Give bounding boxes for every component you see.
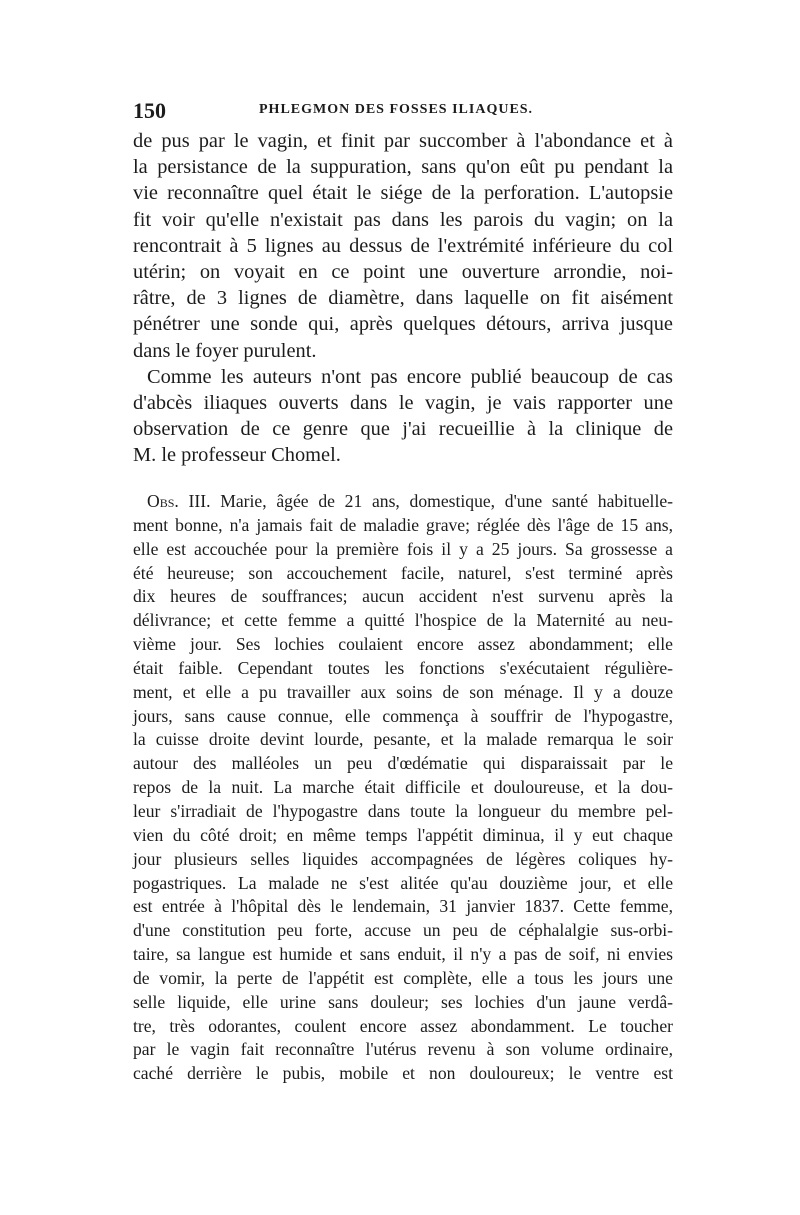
text-line: la persistance de la suppuration, sans qu'on eût pu pendant la — [133, 156, 673, 179]
text-line: râtre, de 3 lignes de diamètre, dans laquelle on fit aisément — [133, 287, 673, 310]
text-line: dans le foyer purulent. — [133, 339, 317, 362]
text-line: délivrance; et cette femme a quitté l'hospice de la Maternité au neu- — [133, 610, 673, 631]
text-line: observation de ce genre que j'ai recueillie à la clinique de — [133, 418, 673, 441]
text-line: la cuisse droite devint lourde, pesante, et la malade remarqua le soir — [133, 729, 673, 750]
text-line: vième jour. Ses lochies coulaient encore assez abondamment; elle — [133, 634, 673, 655]
text-line: fit voir qu'elle n'existait pas dans les parois du vagin; on la — [133, 208, 673, 231]
text-line: Comme les auteurs n'ont pas encore publié beaucoup de cas — [147, 365, 673, 388]
running-title: PHLEGMON DES FOSSES ILIAQUES. — [259, 102, 534, 117]
observation-label: Obs. III. — [147, 491, 211, 511]
text-line: est entrée à l'hôpital dès le lendemain, 31 janvier 1837. Cette femme, — [133, 896, 673, 917]
text-line: M. le professeur Chomel. — [133, 444, 341, 467]
text-line: par le vagin fait reconnaître l'utérus revenu à son volume ordinaire, — [133, 1039, 673, 1060]
text-line: elle est accouchée pour la première fois il y a 25 jours. Sa grossesse a — [133, 538, 673, 559]
text-line: vie reconnaître quel était le siége de la perforation. L'autopsie — [133, 182, 673, 205]
text-line — [133, 490, 673, 514]
text-line: jours, sans cause connue, elle commença à souffrir de l'hypogastre, — [133, 705, 673, 726]
text-line: dix heures de souffrances; aucun accident n'est survenu après la — [133, 586, 673, 607]
text-line: vien du côté droit; en même temps l'appétit diminua, il y eut chaque — [133, 824, 673, 845]
text-line: autour des malléoles un peu d'œdématie qui disparaissait par le — [133, 753, 673, 774]
text-line: caché derrière le pubis, mobile et non douloureux; le ventre est — [133, 1063, 673, 1084]
running-header — [133, 98, 681, 124]
observation-first-line: Marie, âgée de 21 ans, domestique, d'une santé habituelle- — [220, 491, 674, 511]
text-line: leur s'irradiait de l'hypogastre dans toute la longueur du membre pel- — [133, 800, 673, 821]
text-line: de vomir, la perte de l'appétit est complète, elle a tous les jours une — [133, 967, 673, 988]
page-number: 150 — [133, 98, 166, 123]
text-line: jour plusieurs selles liquides accompagnées de légères coliques hy- — [133, 848, 673, 869]
paragraph-2 — [133, 364, 673, 469]
text-line: de pus par le vagin, et finit par succomber à l'abondance et à — [133, 130, 673, 152]
text-line: d'abcès iliaques ouverts dans le vagin, je vais rapporter une — [133, 392, 673, 415]
text-line: rencontrait à 5 lignes au dessus de l'extrémité inférieure du col — [133, 234, 673, 257]
body-text — [133, 128, 673, 469]
text-line: pénétrer une sonde qui, après quelques détours, arriva jusque — [133, 313, 673, 336]
text-line: taire, sa langue est humide et sans enduit, il n'y a pas de soif, ni envies — [133, 944, 673, 965]
text-line: utérin; on voyait en ce point une ouverture arrondie, noi- — [133, 261, 673, 284]
text-line: ment, et elle a pu travailler aux soins de son ménage. Il y a douze — [133, 681, 673, 702]
text-line: ment bonne, n'a jamais fait de maladie grave; réglée dès l'âge de 15 ans, — [133, 514, 673, 535]
text-line: d'une constitution peu forte, accuse un peu de céphalalgie sus-orbi- — [133, 920, 673, 941]
text-line: été heureuse; son accouchement facile, naturel, s'est terminé après — [133, 562, 673, 583]
text-line: tre, très odorantes, coulent encore assez abondamment. Le toucher — [133, 1015, 673, 1036]
text-line: selle liquide, elle urine sans douleur; ses lochies d'un jaune verdâ- — [133, 991, 673, 1012]
text-line: repos de la nuit. La marche était difficile et douloureuse, et la dou- — [133, 777, 673, 798]
paragraph-1 — [133, 128, 673, 364]
text-line: pogastriques. La malade ne s'est alitée qu'au douzième jour, et elle — [133, 872, 673, 893]
observation-block — [133, 490, 673, 1086]
text-line: était faible. Cependant toutes les fonctions s'exécutaient régulière- — [133, 657, 673, 678]
